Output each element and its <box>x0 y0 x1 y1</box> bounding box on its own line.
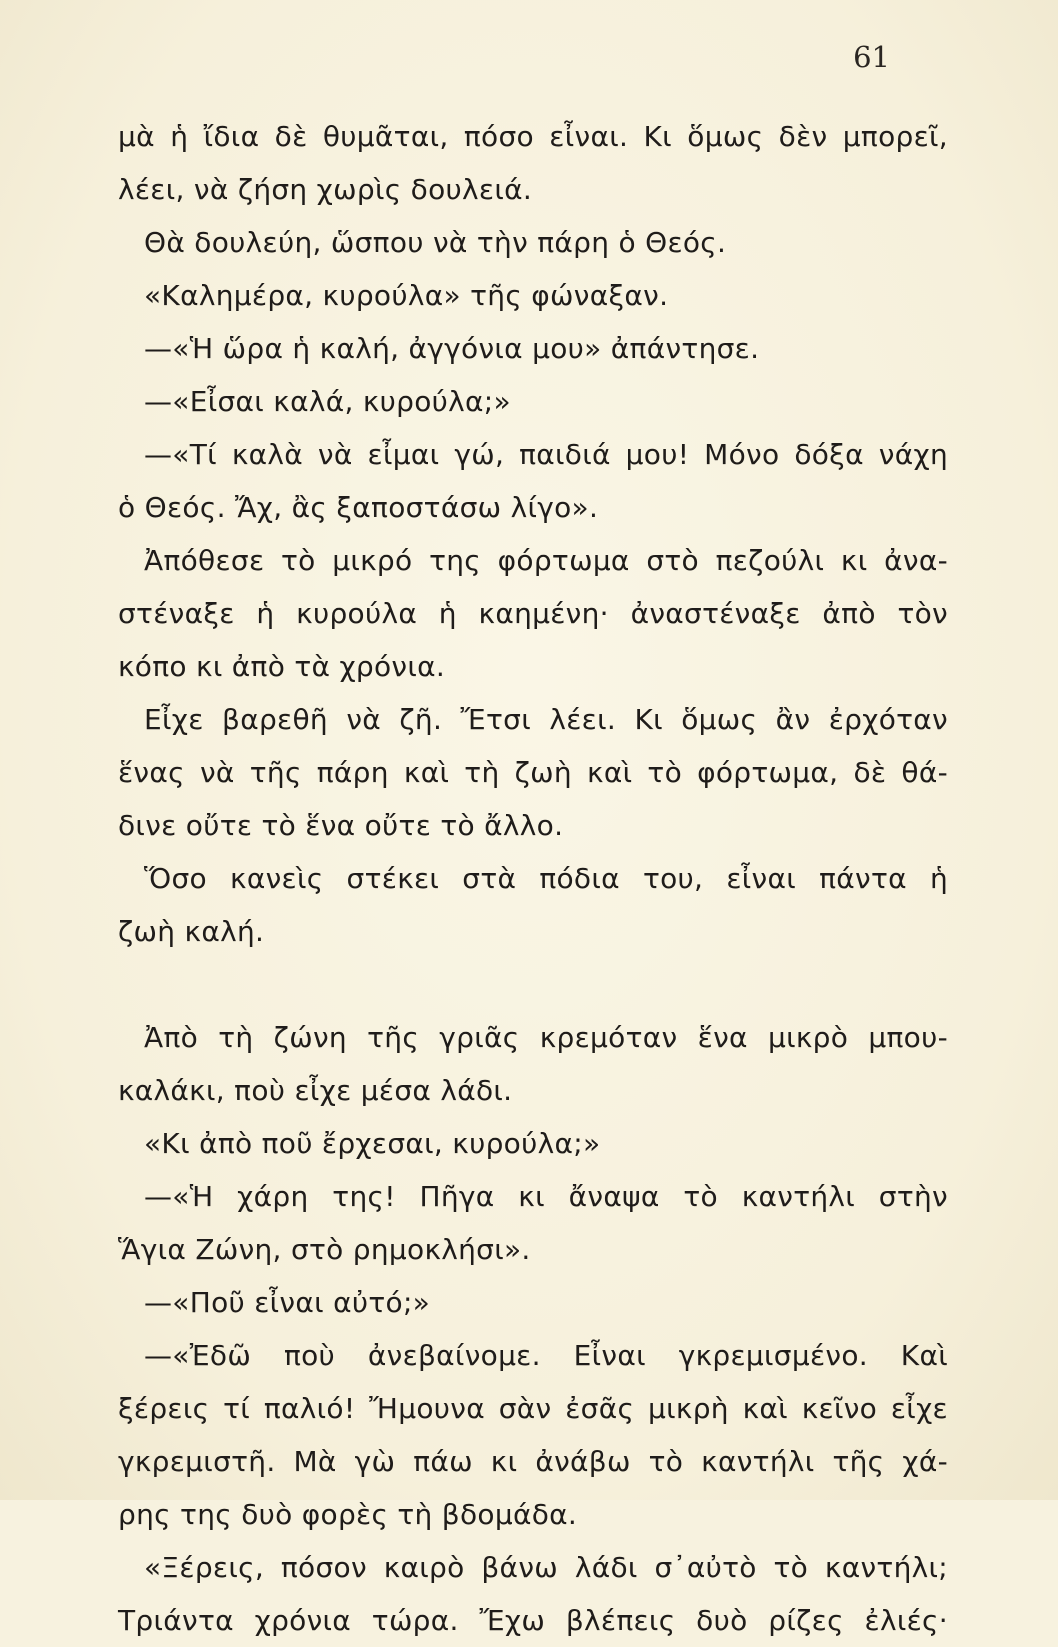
text-line: ὁ Θεός. Ἄχ, ἂς ξαποστάσω λίγο». <box>118 491 599 524</box>
text-line: —«Ἡ ὥρα ἡ καλή, ἀγγόνια μου» ἀπάντησε. <box>144 332 760 365</box>
paragraph <box>118 693 948 852</box>
text-line: «Κι ἀπὸ ποῦ ἔρχεσαι, κυρούλα;» <box>144 1127 601 1160</box>
paragraph <box>118 428 948 534</box>
text-line: Ὅσο κανεὶς στέκει στὰ πόδια του, εἶναι πάντα ἡ <box>144 862 948 895</box>
paragraph <box>118 1011 948 1117</box>
section-break <box>118 958 948 1011</box>
text-line: κόπο κι ἀπὸ τὰ χρόνια. <box>118 650 446 683</box>
text-line: Εἶχε βαρεθῆ νὰ ζῆ. Ἔτσι λέει. Κι ὅμως ἂν ἐρχόταν <box>144 703 948 736</box>
body-text <box>118 110 948 1647</box>
text-line: Θὰ δουλεύη, ὥσπου νὰ τὴν πάρη ὁ Θεός. <box>144 226 727 259</box>
text-line: ἕνας νὰ τῆς πάρη καὶ τὴ ζωὴ καὶ τὸ φόρτωμα, δὲ θά- <box>118 756 948 789</box>
paragraph <box>118 216 948 269</box>
paragraph <box>118 269 948 322</box>
text-line: —«Ἐδῶ ποὺ ἀνεβαίνομε. Εἶναι γκρεμισμένο. Καὶ <box>144 1339 948 1372</box>
text-line: ξέρεις τί παλιό! Ἤμουνα σὰν ἐσᾶς μικρὴ καὶ κεῖνο εἶχε <box>118 1392 948 1425</box>
text-line: μὰ ἡ ἴδια δὲ θυμᾶται, πόσο εἶναι. Κι ὅμως δὲν μπορεῖ, <box>118 120 948 153</box>
paragraph <box>118 375 948 428</box>
text-line: Ἀπόθεσε τὸ μικρό της φόρτωμα στὸ πεζούλι κι ἀνα- <box>144 544 948 577</box>
text-line: ρης της δυὸ φορὲς τὴ βδομάδα. <box>118 1498 578 1531</box>
text-line: Τριάντα χρόνια τώρα. Ἔχω βλέπεις δυὸ ρίζες ἐλιές· <box>118 1604 948 1637</box>
text-line: «Ξέρεις, πόσον καιρὸ βάνω λάδι σ᾿αὐτὸ τὸ καντήλι; <box>144 1551 948 1584</box>
paragraph <box>118 322 948 375</box>
paragraph <box>118 852 948 958</box>
page-number: 61 <box>853 40 890 74</box>
paragraph <box>118 1541 948 1647</box>
text-line: —«Εἶσαι καλά, κυρούλα;» <box>144 385 511 418</box>
paragraph <box>118 1170 948 1276</box>
paragraph <box>118 110 948 216</box>
paragraph <box>118 1329 948 1541</box>
text-line: Ἅγια Ζώνη, στὸ ρημοκλήσι». <box>118 1233 531 1266</box>
text-line: —«Ποῦ εἶναι αὐτό;» <box>144 1286 431 1319</box>
paragraph <box>118 1276 948 1329</box>
text-line: —«Ἡ χάρη της! Πῆγα κι ἄναψα τὸ καντήλι στὴν <box>144 1180 948 1213</box>
text-line: Ἀπὸ τὴ ζώνη τῆς γριᾶς κρεμόταν ἕνα μικρὸ μπου- <box>144 1021 948 1054</box>
text-line: ζωὴ καλή. <box>118 915 265 948</box>
text-line: «Καλημέρα, κυρούλα» τῆς φώναξαν. <box>144 279 669 312</box>
paragraph <box>118 1117 948 1170</box>
text-line: λέει, νὰ ζήση χωρὶς δουλειά. <box>118 173 533 206</box>
text-line: γκρεμιστῆ. Μὰ γὼ πάω κι ἀνάβω τὸ καντήλι τῆς χά- <box>118 1445 948 1478</box>
text-line: δινε οὔτε τὸ ἕνα οὔτε τὸ ἄλλο. <box>118 809 564 842</box>
text-line: στέναξε ἡ κυρούλα ἡ καημένη· ἀναστέναξε ἀπὸ τὸν <box>118 597 948 630</box>
text-line: καλάκι, ποὺ εἶχε μέσα λάδι. <box>118 1074 513 1107</box>
paragraph <box>118 534 948 693</box>
text-line: —«Τί καλὰ νὰ εἶμαι γώ, παιδιά μου! Μόνο δόξα νάχη <box>144 438 948 471</box>
